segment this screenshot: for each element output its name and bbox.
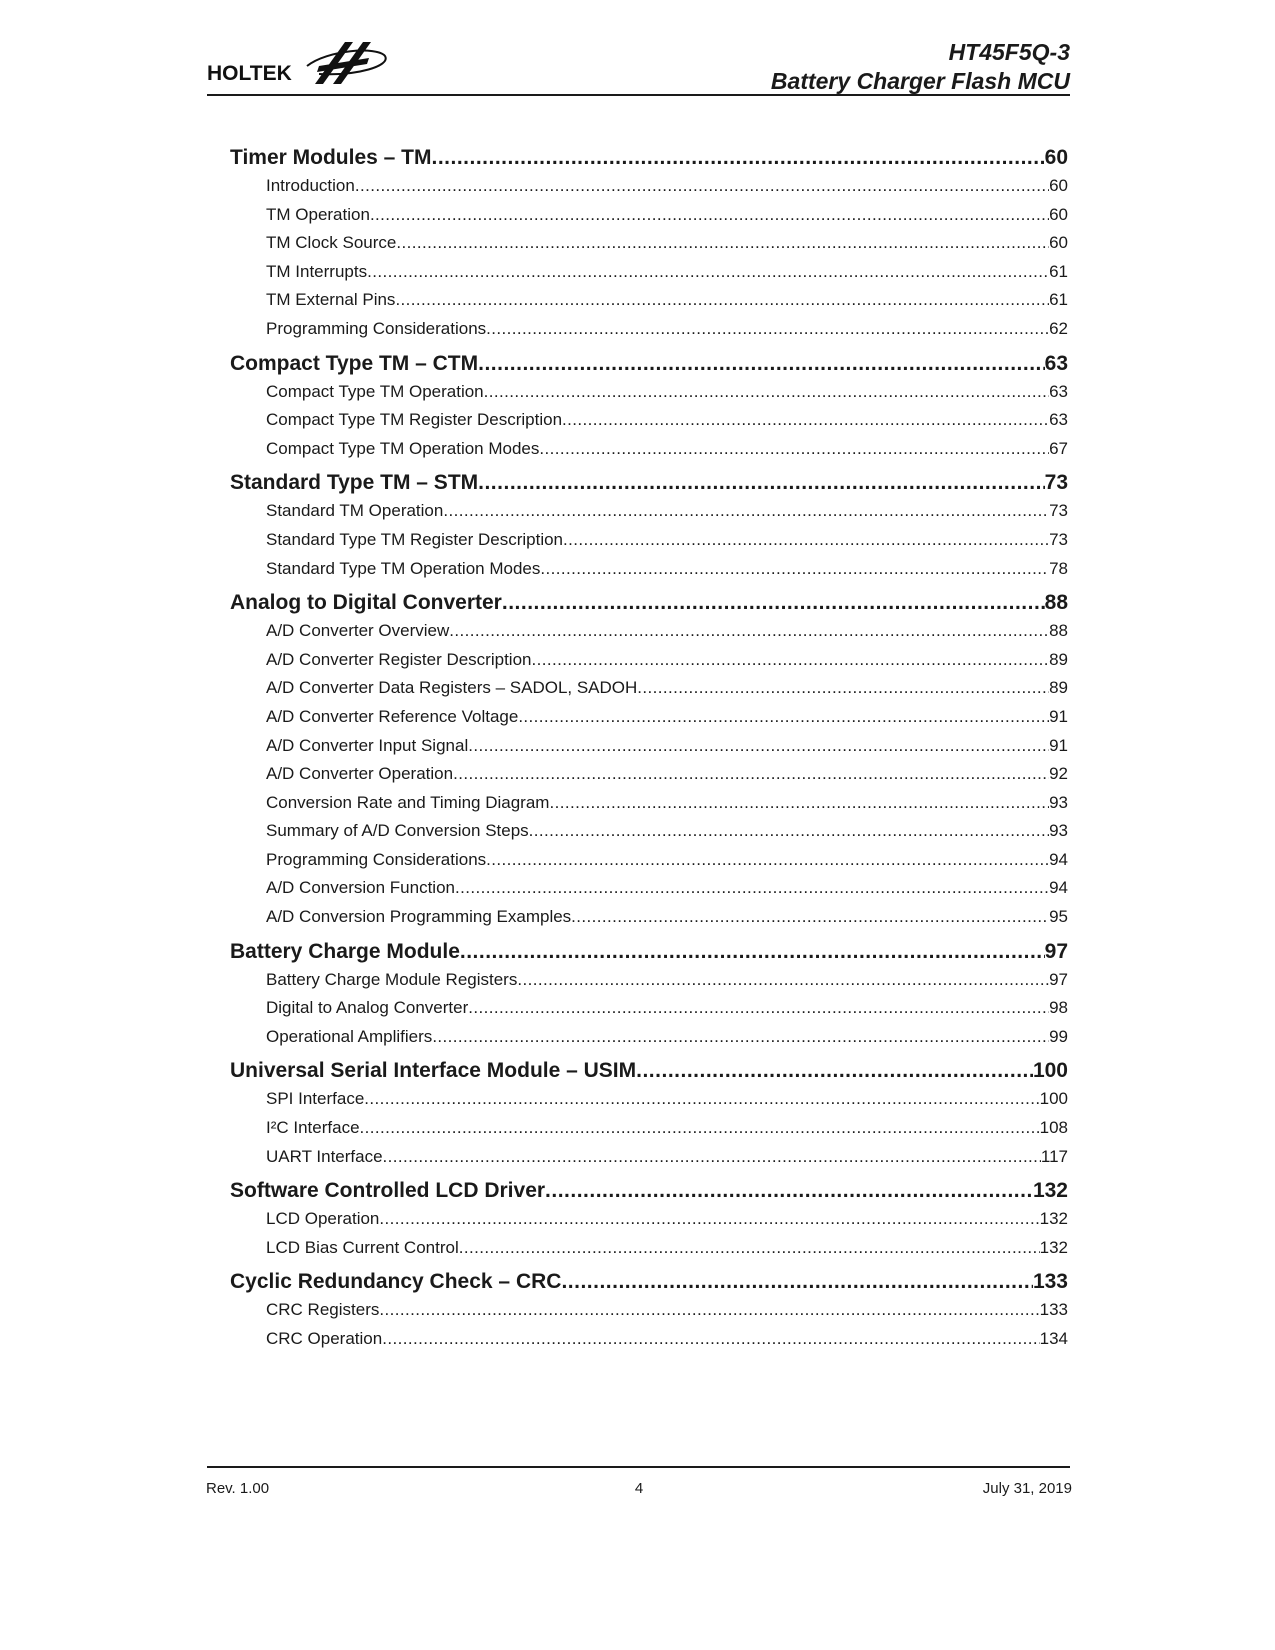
toc-entry-page: 91 [1049, 735, 1068, 755]
toc-entry-page: 89 [1049, 649, 1068, 669]
revision-label: Rev. 1.00 [206, 1480, 270, 1497]
toc-entry-title: Standard TM Operation [266, 501, 444, 521]
toc-section [230, 589, 1068, 932]
dot-leader [549, 789, 1049, 818]
toc-section [230, 469, 1068, 583]
toc-chapter-page: 60 [1044, 146, 1068, 169]
toc-chapter-entry[interactable] [230, 589, 1068, 617]
toc-chapter-title: Cyclic Redundancy Check – CRC [230, 1270, 562, 1294]
toc-chapter-entry[interactable] [230, 469, 1068, 497]
toc-entry[interactable] [230, 646, 1068, 675]
toc-entry-page: 89 [1049, 678, 1068, 698]
dot-leader [459, 1234, 1040, 1263]
dot-leader [571, 903, 1049, 932]
toc-entry-title: Introduction [266, 176, 355, 195]
toc-entry[interactable] [230, 846, 1068, 875]
toc-entry[interactable] [230, 286, 1068, 315]
holtek-logo [207, 36, 397, 88]
toc-entry-title: Digital to Analog Converter [266, 998, 469, 1018]
toc-entry[interactable] [230, 1085, 1068, 1114]
dot-leader [460, 938, 1045, 966]
toc-entry-title: TM Operation [266, 204, 370, 224]
dot-leader [379, 1205, 1039, 1234]
toc-entry-title: Operational Amplifiers [266, 1026, 433, 1046]
toc-entry-title: A/D Conversion Function [266, 878, 455, 898]
toc-section [230, 144, 1068, 344]
toc-chapter-entry[interactable] [230, 1177, 1068, 1205]
dot-leader [367, 258, 1049, 287]
toc-entry-title: Programming Considerations [266, 849, 487, 869]
document-title: Battery Charger Flash MCU [770, 68, 1070, 94]
toc-entry-title: A/D Converter Register Description [266, 649, 532, 669]
toc-chapter-title: Software Controlled LCD Driver [230, 1179, 546, 1203]
revision-date: July 31, 2019 [982, 1480, 1072, 1497]
toc-entry-page: 99 [1049, 1026, 1068, 1046]
dot-leader [636, 1057, 1033, 1085]
toc-chapter-title: Compact Type TM – CTM [230, 351, 479, 375]
dot-leader [396, 229, 1049, 258]
dot-leader [468, 732, 1049, 761]
dot-leader [484, 378, 1049, 407]
toc-entry-title: A/D Conversion Programming Examples [266, 907, 572, 927]
dot-leader [531, 646, 1049, 675]
toc-entry[interactable] [230, 201, 1068, 230]
toc-entry[interactable] [230, 966, 1068, 995]
toc-entry[interactable] [230, 1296, 1068, 1325]
toc-section [230, 938, 1068, 1052]
toc-entry-page: 67 [1049, 438, 1068, 458]
toc-entry-page: 60 [1049, 204, 1068, 224]
toc-entry[interactable] [230, 378, 1068, 407]
toc-chapter-page: 63 [1044, 351, 1068, 375]
dot-leader [432, 1023, 1049, 1052]
toc-entry-title: A/D Converter Data Registers – SADOL, SADOH [266, 678, 638, 698]
toc-entry-title: UART Interface [266, 1146, 383, 1166]
toc-entry-page: 62 [1049, 318, 1068, 338]
dot-leader [562, 406, 1049, 435]
toc-entry-page: 92 [1049, 764, 1068, 784]
toc-entry-page: 88 [1049, 621, 1068, 641]
toc-chapter-entry[interactable] [230, 938, 1068, 966]
toc-entry-page: 94 [1049, 878, 1068, 898]
toc-entry-page: 97 [1049, 969, 1068, 989]
toc-chapter-title: Analog to Digital Converter [230, 591, 502, 615]
toc-entry-title: Programming Considerations [266, 318, 487, 338]
toc-entry-page: 95 [1049, 907, 1068, 927]
toc-entry[interactable] [230, 617, 1068, 646]
toc-chapter-title: Battery Charge Module [230, 939, 460, 963]
toc-entry[interactable] [230, 315, 1068, 344]
dot-leader [486, 315, 1049, 344]
document-title-block [771, 38, 1070, 96]
toc-entry[interactable] [230, 526, 1068, 555]
toc-chapter-entry[interactable] [230, 1268, 1068, 1296]
toc-entry[interactable] [230, 760, 1068, 789]
toc-entry[interactable] [230, 1325, 1068, 1354]
toc-entry-page: 98 [1049, 998, 1068, 1018]
table-of-contents [230, 144, 1068, 1360]
toc-entry-title: Compact Type TM Register Description [266, 410, 563, 430]
dot-leader [379, 1296, 1039, 1325]
part-number: HT45F5Q-3 [948, 39, 1070, 65]
toc-entry-title: CRC Registers [266, 1300, 380, 1320]
toc-entry-page: 78 [1049, 558, 1068, 578]
toc-entry[interactable] [230, 1234, 1068, 1263]
dot-leader [563, 526, 1049, 555]
toc-entry-page: 61 [1049, 261, 1068, 281]
toc-entry[interactable] [230, 903, 1068, 932]
toc-entry-page: 132 [1039, 1237, 1068, 1257]
toc-entry-title: A/D Converter Overview [266, 621, 450, 641]
toc-entry-title: Standard Type TM Register Description [266, 529, 564, 549]
dot-leader [545, 1177, 1033, 1205]
dot-leader [468, 994, 1049, 1023]
toc-chapter-entry[interactable] [230, 1057, 1068, 1085]
toc-entry-title: LCD Bias Current Control [266, 1237, 459, 1257]
dot-leader [449, 617, 1049, 646]
toc-entry-page: 93 [1049, 792, 1068, 812]
toc-chapter-page: 88 [1044, 591, 1068, 615]
toc-entry-page: 94 [1049, 849, 1068, 869]
toc-entry-title: A/D Converter Operation [266, 764, 454, 784]
page-number: 4 [634, 1480, 644, 1497]
toc-entry-title: A/D Converter Reference Voltage [266, 706, 519, 726]
toc-entry[interactable] [230, 229, 1068, 258]
toc-entry-title: SPI Interface [266, 1089, 365, 1109]
toc-entry[interactable] [230, 789, 1068, 818]
toc-entry-page: 60 [1049, 176, 1068, 195]
toc-entry[interactable] [230, 732, 1068, 761]
dot-leader [486, 846, 1049, 875]
toc-entry-title: TM External Pins [266, 290, 396, 310]
toc-section [230, 1177, 1068, 1262]
toc-entry[interactable] [230, 674, 1068, 703]
toc-entry[interactable] [230, 817, 1068, 846]
toc-chapter-page: 97 [1044, 939, 1068, 963]
dot-leader [443, 497, 1049, 526]
toc-entry-page: 117 [1040, 1146, 1068, 1166]
toc-entry[interactable] [230, 406, 1068, 435]
dot-leader [478, 350, 1045, 378]
dot-leader [431, 144, 1044, 172]
brand-name: HOLTEK [207, 62, 292, 85]
toc-chapter-entry[interactable] [230, 350, 1068, 378]
toc-entry-title: Conversion Rate and Timing Diagram [266, 792, 550, 812]
header-divider [207, 94, 1070, 96]
toc-entry-title: Compact Type TM Operation Modes [266, 438, 540, 458]
toc-entry[interactable] [230, 703, 1068, 732]
toc-entry-page: 63 [1049, 381, 1068, 401]
toc-section [230, 350, 1068, 464]
toc-entry-title: A/D Converter Input Signal [266, 735, 469, 755]
toc-entry-page: 108 [1039, 1118, 1068, 1138]
toc-entry-page: 133 [1039, 1300, 1068, 1320]
dot-leader [637, 674, 1049, 703]
dot-leader [478, 469, 1045, 497]
dot-leader [539, 435, 1049, 464]
toc-entry-title: Compact Type TM Operation [266, 381, 484, 401]
dot-leader [561, 1268, 1033, 1296]
toc-entry-page: 60 [1049, 233, 1068, 253]
page-header [207, 28, 1070, 96]
dot-leader [395, 286, 1049, 315]
toc-chapter-page: 133 [1032, 1270, 1068, 1294]
toc-entry-title: I²C Interface [266, 1118, 360, 1138]
toc-chapter-page: 100 [1032, 1059, 1068, 1083]
dot-leader [355, 172, 1049, 201]
toc-section [230, 1057, 1068, 1171]
toc-entry-page: 134 [1039, 1329, 1068, 1348]
toc-entry[interactable] [230, 1023, 1068, 1052]
footer-divider [207, 1466, 1070, 1468]
toc-entry[interactable] [230, 497, 1068, 526]
dot-leader [502, 589, 1045, 617]
toc-entry-page: 73 [1049, 501, 1068, 521]
dot-leader [529, 817, 1049, 846]
toc-entry[interactable] [230, 258, 1068, 287]
dot-leader [455, 874, 1049, 903]
dot-leader [540, 555, 1049, 584]
dot-leader [382, 1325, 1039, 1354]
toc-entry-title: TM Clock Source [266, 233, 397, 253]
toc-chapter-title: Standard Type TM – STM [230, 471, 479, 495]
toc-entry-page: 63 [1049, 410, 1068, 430]
dot-leader [383, 1143, 1041, 1172]
toc-chapter-entry[interactable] [230, 144, 1068, 172]
toc-entry-title: CRC Operation [266, 1329, 383, 1348]
toc-entry[interactable] [230, 172, 1068, 201]
dot-leader [364, 1085, 1039, 1114]
toc-entry-page: 100 [1039, 1089, 1068, 1109]
dot-leader [518, 703, 1049, 732]
toc-entry-page: 61 [1049, 290, 1068, 310]
toc-entry-title: Standard Type TM Operation Modes [266, 558, 541, 578]
toc-entry-page: 91 [1049, 706, 1068, 726]
toc-entry-title: Battery Charge Module Registers [266, 969, 518, 989]
dot-leader [360, 1114, 1040, 1143]
toc-entry[interactable] [230, 555, 1068, 584]
toc-chapter-title: Universal Serial Interface Module – USIM [230, 1059, 637, 1083]
toc-entry-page: 93 [1049, 821, 1068, 841]
toc-entry-title: LCD Operation [266, 1209, 380, 1229]
toc-entry[interactable] [230, 1143, 1068, 1172]
toc-entry-title: Summary of A/D Conversion Steps [266, 821, 529, 841]
toc-chapter-title: Timer Modules – TM [230, 146, 432, 169]
toc-entry[interactable] [230, 1205, 1068, 1234]
toc-chapter-page: 73 [1044, 471, 1068, 495]
toc-entry[interactable] [230, 435, 1068, 464]
dot-leader [370, 201, 1049, 230]
toc-entry-page: 73 [1049, 529, 1068, 549]
dot-leader [453, 760, 1049, 789]
toc-entry[interactable] [230, 994, 1068, 1023]
toc-entry-title: TM Interrupts [266, 261, 368, 281]
toc-entry[interactable] [230, 874, 1068, 903]
toc-entry-page: 132 [1039, 1209, 1068, 1229]
toc-section [230, 1268, 1068, 1353]
dot-leader [517, 966, 1049, 995]
toc-chapter-page: 132 [1032, 1179, 1068, 1203]
toc-entry[interactable] [230, 1114, 1068, 1143]
